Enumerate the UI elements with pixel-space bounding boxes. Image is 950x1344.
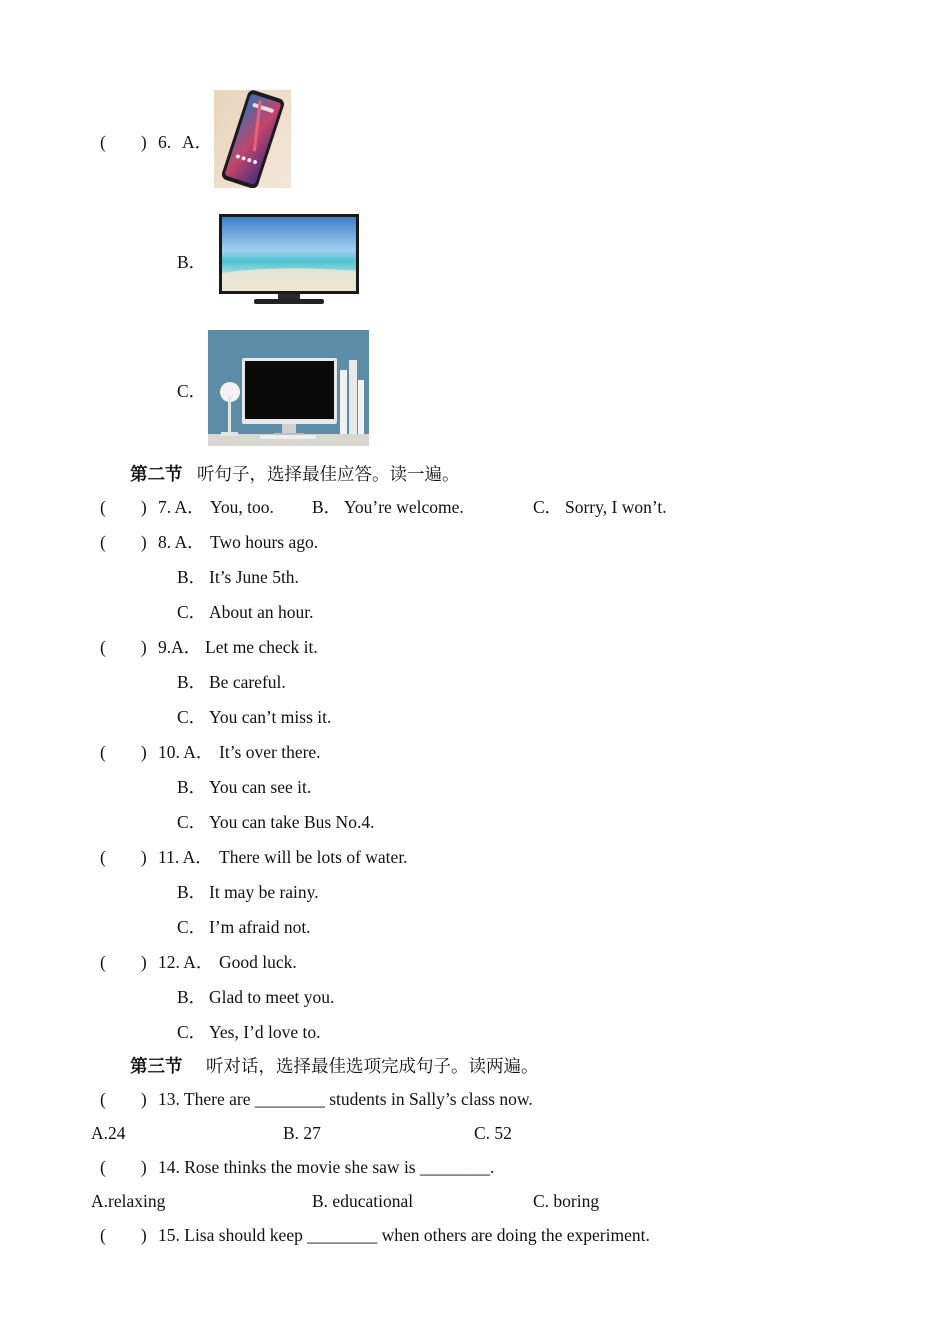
answer-blank-8[interactable]: ( ) (100, 532, 147, 552)
q14-option-b: B. educational (312, 1191, 414, 1211)
q7-option-b-label: B． (312, 497, 342, 517)
section-3-title: 第三节 (130, 1056, 183, 1076)
q8-option-c-label: C． (177, 602, 207, 622)
q13-option-b: B. 27 (283, 1123, 321, 1143)
q12-option-b: Glad to meet you. (209, 987, 335, 1007)
q12-option-a: Good luck. (219, 952, 297, 972)
q11-option-c-label: C． (177, 917, 207, 937)
q12-option-c-label: C． (177, 1022, 207, 1042)
q10-option-c: You can take Bus No.4. (209, 812, 375, 832)
q9-number: 9.A． (158, 637, 202, 657)
section-3-instruction: 听对话，选择最佳选项完成句子。读两遍。 (206, 1056, 539, 1076)
q11-number: 11. A． (158, 847, 213, 867)
section-2-instruction: 听句子，选择最佳应答。读一遍。 (197, 464, 460, 484)
q11-option-b-label: B． (177, 882, 207, 902)
q9-option-c: You can’t miss it. (209, 707, 332, 727)
q14-stem: 14. Rose thinks the movie she saw is ________. (158, 1157, 495, 1177)
q7-number: 7. A． (158, 497, 205, 517)
answer-blank-11[interactable]: ( ) (100, 847, 147, 867)
q11-option-a: There will be lots of water. (219, 847, 408, 867)
section-2-title: 第二节 (130, 464, 183, 484)
q12-number: 12. A． (158, 952, 214, 972)
q7-option-a: You, too. (210, 497, 274, 517)
q8-option-a: Two hours ago. (210, 532, 319, 552)
q14-option-c: C. boring (533, 1191, 600, 1211)
q7-option-b: You’re welcome. (344, 497, 464, 517)
q7-option-c-label: C． (533, 497, 563, 517)
q10-option-b: You can see it. (209, 777, 312, 797)
q13-option-c: C. 52 (474, 1123, 512, 1143)
q10-option-c-label: C． (177, 812, 207, 832)
television-image (218, 213, 360, 309)
q11-option-c: I’m afraid not. (209, 917, 311, 937)
q11-option-b: It may be rainy. (209, 882, 319, 902)
q9-option-b: Be careful. (209, 672, 286, 692)
answer-blank-14[interactable]: ( ) (100, 1157, 147, 1177)
q8-option-b: It’s June 5th. (209, 567, 299, 587)
smartphone-image (214, 90, 291, 188)
answer-blank-10[interactable]: ( ) (100, 742, 147, 762)
q6-option-a-label: A． (182, 132, 213, 152)
q10-option-b-label: B． (177, 777, 207, 797)
q8-option-b-label: B． (177, 567, 207, 587)
q8-number: 8. A． (158, 532, 205, 552)
q15-stem: 15. Lisa should keep ________ when others are doing the experiment. (158, 1225, 650, 1245)
q9-option-b-label: B． (177, 672, 207, 692)
q10-option-a: It’s over there. (219, 742, 321, 762)
q9-option-c-label: C． (177, 707, 207, 727)
answer-blank-13[interactable]: ( ) (100, 1089, 147, 1109)
q8-option-c: About an hour. (209, 602, 314, 622)
q10-number: 10. A． (158, 742, 214, 762)
q7-option-c: Sorry, I won’t. (565, 497, 667, 517)
q13-option-a: A.24 (91, 1123, 126, 1143)
q12-option-c: Yes, I’d love to. (209, 1022, 321, 1042)
answer-blank-15[interactable]: ( ) (100, 1225, 147, 1245)
q6-number: 6. (158, 132, 172, 152)
q13-stem: 13. There are ________ students in Sally’s class now. (158, 1089, 533, 1109)
answer-blank-6[interactable]: ( ) (100, 132, 147, 152)
q6-option-c-label: C． (177, 381, 207, 401)
answer-blank-12[interactable]: ( ) (100, 952, 147, 972)
desktop-computer-image (208, 330, 369, 446)
q14-option-a: A.relaxing (91, 1191, 166, 1211)
q6-option-b-label: B． (177, 252, 207, 272)
answer-blank-7[interactable]: ( ) (100, 497, 147, 517)
answer-blank-9[interactable]: ( ) (100, 637, 147, 657)
q9-option-a: Let me check it. (205, 637, 318, 657)
q12-option-b-label: B． (177, 987, 207, 1007)
